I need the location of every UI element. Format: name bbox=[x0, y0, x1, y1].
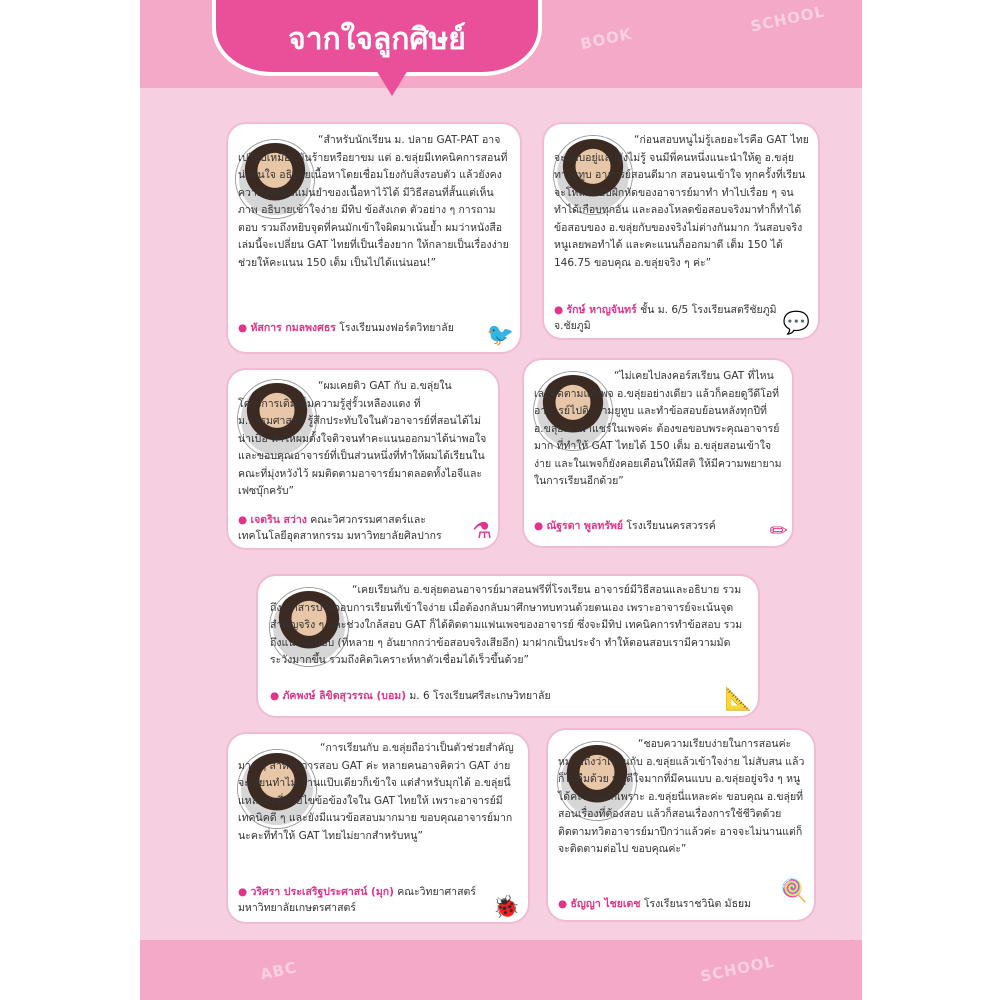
footer-band bbox=[140, 940, 862, 1000]
student-name: วริศรา ประเสริฐประศาสน์ (มุก) bbox=[250, 886, 394, 898]
doodle-text: SCHOOL bbox=[748, 2, 827, 36]
title-bubble-tail bbox=[376, 70, 408, 96]
student-affiliation: ม. 6 โรงเรียนศรีสะเกษวิทยาลัย bbox=[409, 690, 551, 702]
student-affiliation: โรงเรียนนครสวรรค์ bbox=[626, 520, 716, 532]
student-affiliation: คณะวิทยาศาสตร์ มหาวิทยาลัยเกษตรศาสตร์ bbox=[238, 886, 476, 914]
bird-icon: 🐦 bbox=[486, 323, 514, 348]
testimonial-card bbox=[258, 576, 758, 716]
testimonial-quote: “การเรียนกับ อ.ขลุ่ยถือว่าเป็นตัวช่วยสำคัญมาก ๆ สำหรับการสอบ GAT ค่ะ หลายคนอาจคิดว่า GAT ง่าย จะเรียนทำไม อ่านแป๊บเดียวก็เข้าใจ แต่สำหรับมุกได้ อ.ขลุ่ยนี่แหละค่ะที่ช่วยไขข้อข้องใจใน GAT ไทยให้ เพราะอาจารย์มีเทคนิคดี ๆ และยังมีแนวข้อสอบมากมาย ขอบคุณอาจารย์มากนะคะที่ทำให้ GAT ไทยไม่ยากสำหรับหนู” bbox=[238, 742, 514, 842]
testimonial-quote: “เคยเรียนกับ อ.ขลุ่ยตอนอาจารย์มาสอนฟรีที่โรงเรียน อาจารย์มีวิธีสอนและอธิบาย รวมถึงเอกสารประกอบการเรียนที่เข้าใจง่าย เมื่อต้องกลับมาศึกษาทบทวนด้วยตนเอง เพราะอาจารย์จะเน้นจุดสำคัญจริง ๆ และช่วงใกล้สอบ GAT ก็ได้ติดตามแฟนเพจของอาจารย์ ซึ่งจะมีทิป เทคนิคการทำข้อสอบ รวมถึงแนวข้อสอบ (ที่หลาย ๆ อันยากกว่าข้อสอบจริงเสียอีก) มาฝากเป็นประจำ ทำให้ตอนสอบเรามีความมัดระวังมากขึ้น รวมถึงคิดวิเคราะห์หาตัวเชื่อมได้เร็วขึ้นด้วย” bbox=[270, 584, 743, 666]
flask-icon: ⚗ bbox=[472, 519, 492, 544]
student-affiliation: คณะวิศวกรรมศาสตร์และเทคโนโลยีอุตสาหกรรม มหาวิทยาลัยศิลปากร bbox=[238, 514, 442, 542]
testimonial-signature: ● รักษ์ หาญจันทร์ ชั้น ม. 6/5 โรงเรียนสตรีชัยภูมิ จ.ชัยภูมิ bbox=[554, 304, 777, 332]
testimonial-signature: ● ธัญญา ไชยเดช โรงเรียนราชวินิต มัธยม bbox=[558, 898, 752, 910]
testimonial-card bbox=[228, 734, 528, 922]
testimonial-quote: “ผมเคยติว GAT กับ อ.ขลุ่ยในโครงการเติมเต็มความรู้สู่รั้วเหลืองแดง ที่ ม.ธรรมศาสตร์ รู้สึกประทับใจในตัวอาจารย์ที่สอนได้ไม่น่าเบื่อ ทำให้ผมตั้งใจติวจนทำคะแนนออกมาได้น่าพอใจ และขอบคุณอาจารย์ที่เป็นส่วนหนึ่งที่ทำให้ผมได้เรียนในคณะที่มุ่งหวังไว้ ผมติดตามอาจารย์มาตลอดทั้งไอจีและเฟซบุ๊กครับ” bbox=[238, 380, 487, 497]
rattle-icon: 🍭 bbox=[780, 879, 808, 904]
student-affiliation: ชั้น ม. 6/5 โรงเรียนสตรีชัยภูมิ จ.ชัยภูมิ bbox=[554, 304, 777, 332]
testimonial-quote: “ก่อนสอบหนูไม่รู้เลยอะไรคือ GAT ไทย จะสอบอยู่แล้วยังไม่รู้ จนมีพี่คนหนึ่งแนะนำให้ดู อ.ขลุ่ยทางยูทูบ อาจารย์สอนดีมาก สอนจนเข้าใจ ทุกครั้งที่เรียนจะโหลดแบบฝึกหัดของอาจารย์มาทำ ทำไปเรื่อย ๆ จนทำได้เกือบทุกอัน และลองโหลดข้อสอบจริงมาทำก็ทำได้ข้อสอบของ อ.ขลุ่ยกับของจริงไม่ต่างกันมาก วันสอบจริงหนูเลยพอทำได้ และคะแนนก็ออกมาดี เต็ม 150 ได้ 146.75 ขอบคุณ อ.ขลุ่ยจริง ๆ ค่ะ” bbox=[554, 134, 809, 269]
student-affiliation: โรงเรียนราชวินิต มัธยม bbox=[643, 898, 752, 910]
testimonial-quote: “ชอบความเรียบง่ายในการสอนค่ะ หมายถึงว่าเรียนกับ อ.ขลุ่ยแล้วเข้าใจง่าย ไม่สับสน แล้วก็ไม่ลืมด้วย หนูดีใจมากที่มีคนแบบ อ.ขลุ่ยอยู่จริง ๆ หนูได้คะแนนดีก็เพราะ อ.ขลุ่ยนี่แหละค่ะ ขอบคุณ อ.ขลุ่ยที่สอนเรื่องที่ต้องสอบ แล้วก็สอนเรื่องการใช้ชีวิตด้วย ติดตามทวิตอาจารย์มาปีกว่าแล้วค่ะ อาจจะไม่นานแต่ก็จะติดตามต่อไป ขอบคุณค่ะ” bbox=[558, 738, 805, 855]
page bbox=[140, 0, 862, 1000]
compass-icon: 📐 bbox=[724, 687, 752, 712]
testimonial-card bbox=[228, 124, 520, 352]
student-name: ณัฐรดา พูลทรัพย์ bbox=[546, 520, 624, 532]
testimonial-signature: ● ภัคพงษ์ ลิขิตสุวรรณ (บอม) ม. 6 โรงเรียนศรีสะเกษวิทยาลัย bbox=[270, 690, 551, 702]
student-name: หัสการ กมลพงศธร bbox=[250, 322, 336, 334]
student-name: เจตริน สว่าง bbox=[250, 514, 307, 526]
student-name: รักษ์ หาญจันทร์ bbox=[566, 304, 637, 316]
testimonial-quote: “สำหรับนักเรียน ม. ปลาย GAT-PAT อาจเปรียบเหมือนมันร้ายหรือยาขม แต่ อ.ขลุ่ยมีเทคนิคการสอนที่น่าสนใจ อธิบายเนื้อหาโดยเชื่อมโยงกับสิ่งรอบตัว แล้วยังคงความถูกต้องแม่นยำของเนื้อหาไว้ได้ มีวิธีสอนที่สั้นแต่เห็นภาพ อธิบายเข้าใจง่าย มีทิป ข้อสังเกต ตัวอย่าง ๆ การถามตอบ รวมถึงหยิบจุดที่คนมักเข้าใจผิดมาเน้นย้ำ ผมว่าหนังสือเล่มนี้จะเปลี่ยน GAT ไทยที่เป็นเรื่องยาก ให้กลายเป็นเรื่องง่าย ช่วยให้คะแนน 150 เต็ม เป็นไปได้แน่นอน!” bbox=[238, 134, 509, 269]
testimonial-quote: “ไม่เคยไปลงคอร์สเรียน GAT ที่ไหนเลยติดตามแต่เพจ อ.ขลุ่ยอย่างเดียว แล้วก็คอยดูวีดีโอที่อาจารย์ไปติวตามยูทูบ และทำข้อสอบย้อนหลังทุกปีที่ อ.ขลุ่ยเอามาแชร์ในเพจค่ะ ต้องขอขอบพระคุณอาจารย์มาก ที่ทำให้ GAT ไทยได้ 150 เต็ม อ.ขลุ่ยสอนเข้าใจง่าย และในเพจก็ยังคอยเตือนให้มีสติ ให้มีความพยายามในการเรียนอีกด้วย” bbox=[534, 370, 782, 487]
testimonial-signature: ● ณัฐรดา พูลทรัพย์ โรงเรียนนครสวรรค์ bbox=[534, 520, 716, 532]
doodle-text: SCHOOL bbox=[698, 952, 777, 986]
student-affiliation: โรงเรียนมงฟอร์ตวิทยาลัย bbox=[339, 322, 454, 334]
page-title: จากใจลูกศิษย์ bbox=[288, 21, 466, 57]
title-bubble bbox=[212, 0, 542, 76]
bug-icon: 🐞 bbox=[492, 895, 520, 920]
testimonial-card bbox=[548, 730, 814, 920]
heart-bubble-icon: 💬 bbox=[782, 311, 810, 336]
doodle-text: ABC bbox=[258, 958, 299, 984]
pencil-icon: ✏ bbox=[769, 519, 788, 544]
student-name: ธัญญา ไชยเดช bbox=[570, 898, 641, 910]
testimonial-card bbox=[228, 370, 498, 548]
testimonial-card bbox=[524, 360, 792, 546]
doodle-text: BOOK bbox=[578, 24, 634, 54]
student-name: ภัคพงษ์ ลิขิตสุวรรณ (บอม) bbox=[282, 690, 406, 702]
testimonial-card bbox=[544, 124, 818, 338]
testimonial-signature: ● เจตริน สว่าง คณะวิศวกรรมศาสตร์และเทคโนโลยีอุตสาหกรรม มหาวิทยาลัยศิลปากร bbox=[238, 514, 442, 542]
testimonial-signature: ● หัสการ กมลพงศธร โรงเรียนมงฟอร์ตวิทยาลัย bbox=[238, 322, 454, 334]
testimonial-signature: ● วริศรา ประเสริฐประศาสน์ (มุก) คณะวิทยาศาสตร์ มหาวิทยาลัยเกษตรศาสตร์ bbox=[238, 886, 476, 914]
